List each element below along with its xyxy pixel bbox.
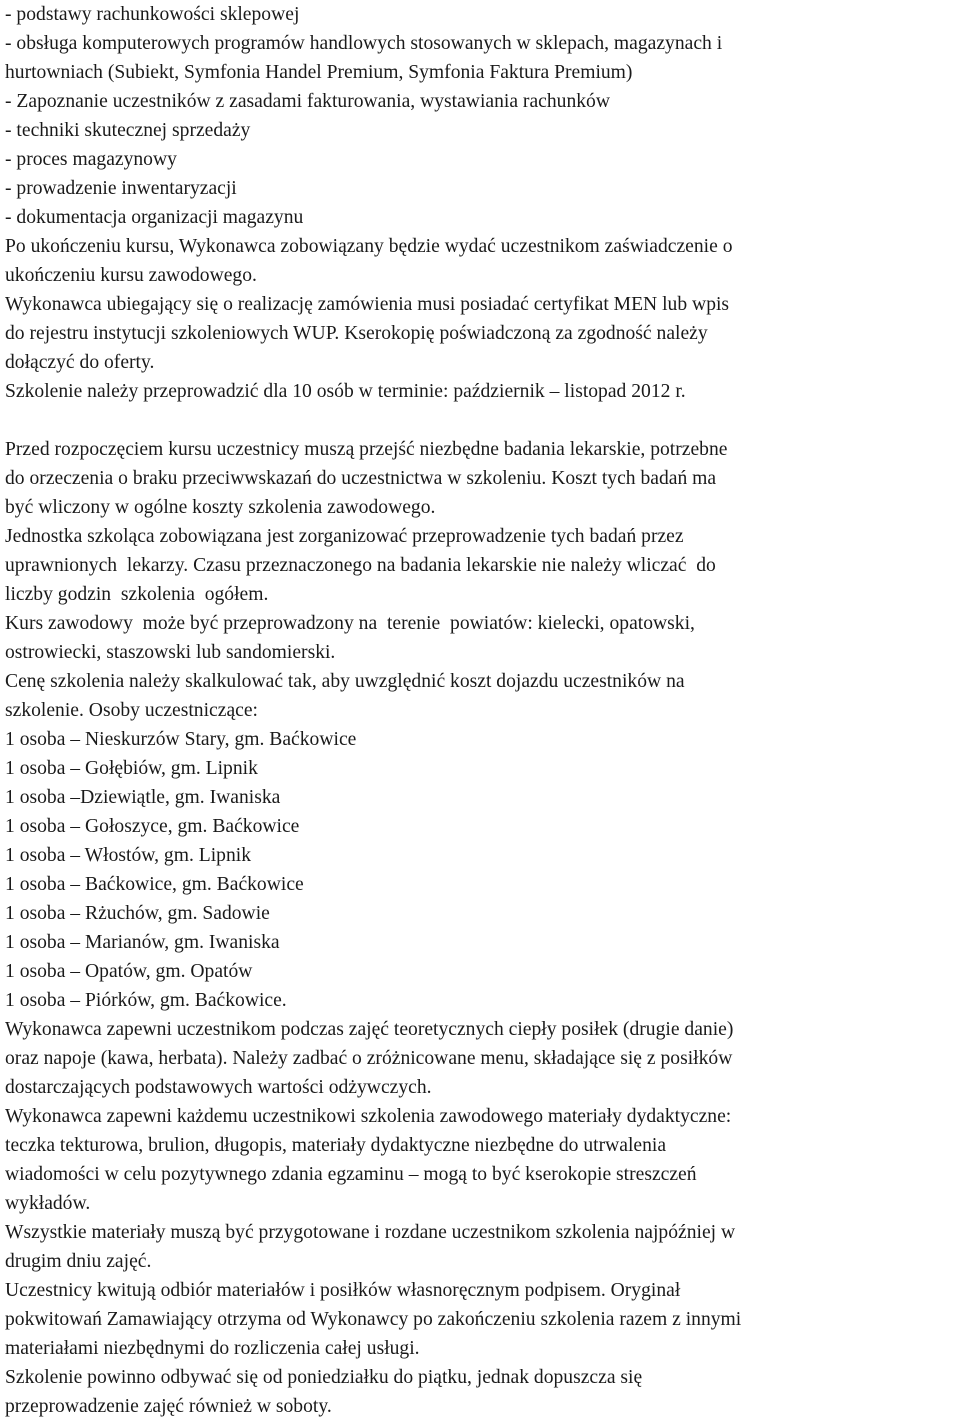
conditions-section xyxy=(5,435,954,1421)
text-line: uprawnionych lekarzy. Czasu przeznaczonego na badania lekarskie nie należy wliczać do xyxy=(5,555,716,576)
text-line: hurtowniach (Subiekt, Symfonia Handel Premium, Symfonia Faktura Premium) xyxy=(5,62,633,83)
text-line: Kurs zawodowy może być przeprowadzony na terenie powiatów: kielecki, opatowski, xyxy=(5,613,695,634)
text-line: ukończeniu kursu zawodowego. xyxy=(5,265,257,286)
text-line: wykładów. xyxy=(5,1193,91,1214)
text-line: Uczestnicy kwitują odbiór materiałów i posiłków własnoręcznym podpisem. Oryginał xyxy=(5,1280,681,1301)
text-line: liczby godzin szkolenia ogółem. xyxy=(5,584,269,605)
text-line: - Zapoznanie uczestników z zasadami fakturowania, wystawiania rachunków xyxy=(5,91,610,112)
text-line: pokwitowań Zamawiający otrzyma od Wykonawcy po zakończeniu szkolenia razem z innymi xyxy=(5,1309,742,1330)
text-line: wiadomości w celu pozytywnego zdania egzaminu – mogą to być kserokopie streszczeń xyxy=(5,1164,697,1185)
text-line: drugim dniu zajęć. xyxy=(5,1251,152,1272)
text-line: do orzeczenia o braku przeciwwskazań do uczestnictwa w szkoleniu. Koszt tych badań ma xyxy=(5,468,717,489)
text-line: materiałami niezbędnymi do rozliczenia całej usługi. xyxy=(5,1338,420,1359)
text-line: 1 osoba – Włostów, gm. Lipnik xyxy=(5,845,252,866)
text-line: 1 osoba – Opatów, gm. Opatów xyxy=(5,961,253,982)
text-line: - obsługa komputerowych programów handlowych stosowanych w sklepach, magazynach i xyxy=(5,33,723,54)
paragraph-gap xyxy=(5,406,954,435)
text-line: 1 osoba – Marianów, gm. Iwaniska xyxy=(5,932,280,953)
text-line: przeprowadzenie zajęć również w soboty. xyxy=(5,1396,332,1417)
text-line: 1 osoba – Gołębiów, gm. Lipnik xyxy=(5,758,258,779)
text-line: dołączyć do oferty. xyxy=(5,352,155,373)
text-line: Cenę szkolenia należy skalkulować tak, aby uwzględnić koszt dojazdu uczestników na xyxy=(5,671,685,692)
text-line: - techniki skutecznej sprzedaży xyxy=(5,120,251,141)
text-line: teczka tekturowa, brulion, długopis, materiały dydaktyczne niezbędne do utrwalenia xyxy=(5,1135,667,1156)
text-line: szkolenie. Osoby uczestniczące: xyxy=(5,700,258,721)
text-line: Wykonawca zapewni uczestnikom podczas zajęć teoretycznych ciepły posiłek (drugie danie) xyxy=(5,1019,734,1040)
text-line: 1 osoba –Dziewiątle, gm. Iwaniska xyxy=(5,787,281,808)
text-line: 1 osoba – Rżuchów, gm. Sadowie xyxy=(5,903,270,924)
text-line: - podstawy rachunkowości sklepowej xyxy=(5,4,300,25)
text-line: dostarczających podstawowych wartości odżywczych. xyxy=(5,1077,432,1098)
text-line: oraz napoje (kawa, herbata). Należy zadbać o zróżnicowane menu, składające się z posiłków xyxy=(5,1048,733,1069)
text-line: - prowadzenie inwentaryzacji xyxy=(5,178,237,199)
text-line: 1 osoba – Baćkowice, gm. Baćkowice xyxy=(5,874,304,895)
text-line: - dokumentacja organizacji magazynu xyxy=(5,207,304,228)
text-line: Jednostka szkoląca zobowiązana jest zorganizować przeprowadzenie tych badań przez xyxy=(5,526,684,547)
requirements-section xyxy=(5,0,954,406)
text-line: 1 osoba – Gołoszyce, gm. Baćkowice xyxy=(5,816,300,837)
text-line: Po ukończeniu kursu, Wykonawca zobowiązany będzie wydać uczestnikom zaświadczenie o xyxy=(5,236,733,257)
text-line: - proces magazynowy xyxy=(5,149,177,170)
text-line: 1 osoba – Nieskurzów Stary, gm. Baćkowice xyxy=(5,729,357,750)
text-line: być wliczony w ogólne koszty szkolenia zawodowego. xyxy=(5,497,436,518)
text-line: Wykonawca zapewni każdemu uczestnikowi szkolenia zawodowego materiały dydaktyczne: xyxy=(5,1106,732,1127)
text-line: ostrowiecki, staszowski lub sandomierski. xyxy=(5,642,336,663)
text-line: do rejestru instytucji szkoleniowych WUP. Kserokopię poświadczoną za zgodność należy xyxy=(5,323,708,344)
text-line: Wszystkie materiały muszą być przygotowane i rozdane uczestnikom szkolenia najpóźniej w xyxy=(5,1222,736,1243)
text-line: Szkolenie powinno odbywać się od poniedziałku do piątku, jednak dopuszcza się xyxy=(5,1367,643,1388)
text-line: 1 osoba – Piórków, gm. Baćkowice. xyxy=(5,990,287,1011)
text-line: Szkolenie należy przeprowadzić dla 10 osób w terminie: październik – listopad 2012 r. xyxy=(5,381,686,402)
text-line: Przed rozpoczęciem kursu uczestnicy muszą przejść niezbędne badania lekarskie, potrzebne xyxy=(5,439,728,460)
text-line: Wykonawca ubiegający się o realizację zamówienia musi posiadać certyfikat MEN lub wpis xyxy=(5,294,730,315)
